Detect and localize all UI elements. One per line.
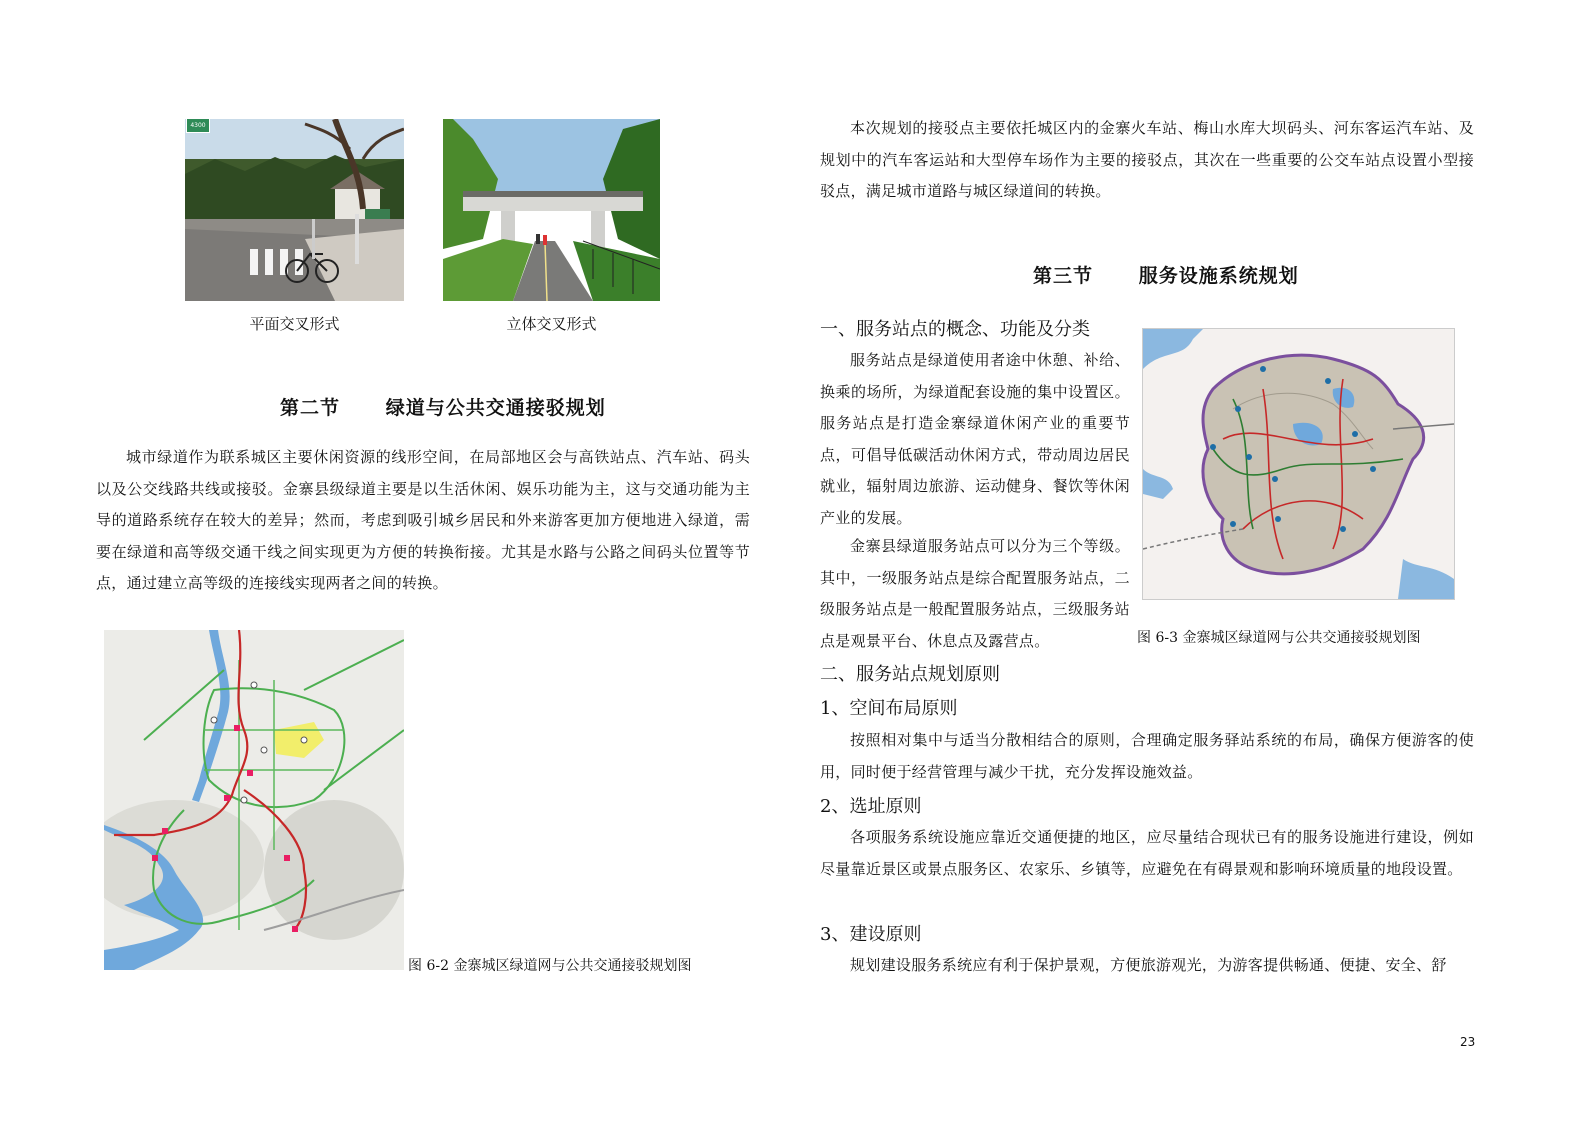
map-caption-6-3: 图 6-3 金寨城区绿道网与公共交通接驳规划图 xyxy=(1137,630,1421,646)
heading-service-station-concept: 一、服务站点的概念、功能及分类 xyxy=(820,319,1090,340)
photo-caption-grade-separated: 立体交叉形式 xyxy=(506,315,597,333)
map-caption-6-2: 图 6-2 金寨城区绿道网与公共交通接驳规划图 xyxy=(408,958,692,974)
heading-spatial-layout: 1、空间布局原则 xyxy=(820,698,958,719)
page-number: 23 xyxy=(1460,1035,1476,1049)
photo-caption-at-grade: 平面交叉形式 xyxy=(249,315,340,333)
service-station-paragraph-1: 服务站点是绿道使用者途中休憩、补给、换乘的场所，为绿道配套设施的集中设置区。服务站点是打造金寨绿道休闲产业的重要节点，可倡导低碳活动休闲方式，带动周边居民就业，辐射周边旅游、运动健身、餐饮等休闲产业的发展。 xyxy=(820,351,1130,527)
photo-at-grade-crossing xyxy=(185,119,404,301)
spatial-layout-paragraph: 按照相对集中与适当分散相结合的原则，合理确定服务驿站系统的布局，确保方便游客的使用，同时便于经营管理与减少干扰，充分发挥设施效益。 xyxy=(820,731,1474,781)
county-greenway-map xyxy=(1142,328,1455,600)
street-sign: 4300 xyxy=(186,118,210,133)
section-title-2: 第二节 绿道与公共交通接驳规划 xyxy=(280,397,606,419)
site-selection-paragraph: 各项服务系统设施应靠近交通便捷的地区，应尽量结合现状已有的服务设施进行建设，例如尽量靠近景区或景点服务区、农家乐、乡镇等，应避免在有碍景观和影响环境质量的地段设置。 xyxy=(820,828,1474,878)
heading-planning-principles: 二、服务站点规划原则 xyxy=(820,664,1000,685)
greenway-transit-map xyxy=(104,630,404,970)
left-paragraph: 城市绿道作为联系城区主要休闲资源的线形空间，在局部地区会与高铁站点、汽车站、码头以及公交线路共线或接驳。金寨县级绿道主要是以生活休闲、娱乐功能为主，这与交通功能为主导的道路系统存在较大的差异；然而，考虑到吸引城乡居民和外来游客更加方便地进入绿道，需要在绿道和高等级交通干线之间实现更为方便的转换衔接。尤其是水路与公路之间码头位置等节点，通过建立高等级的连接线实现两者之间的转换。 xyxy=(96,448,750,592)
construction-paragraph: 规划建设服务系统应有利于保护景观，方便旅游观光，为游客提供畅通、便捷、安全、舒 xyxy=(850,956,1447,974)
right-intro-paragraph: 本次规划的接驳点主要依托城区内的金寨火车站、梅山水库大坝码头、河东客运汽车站、及规划中的汽车客运站和大型停车场作为主要的接驳点，其次在一些重要的公交车站点设置小型接驳点，满足城市道路与城区绿道间的转换。 xyxy=(820,119,1474,200)
photo-grade-separated-crossing xyxy=(443,119,660,301)
heading-construction: 3、建设原则 xyxy=(820,924,922,945)
heading-site-selection: 2、选址原则 xyxy=(820,796,922,817)
service-station-paragraph-2: 金寨县绿道服务站点可以分为三个等级。其中，一级服务站点是综合配置服务站点，二级服务站点是一般配置服务站点，三级服务站点是观景平台、休息点及露营点。 xyxy=(820,537,1130,650)
section-title-3: 第三节 服务设施系统规划 xyxy=(1033,265,1299,287)
